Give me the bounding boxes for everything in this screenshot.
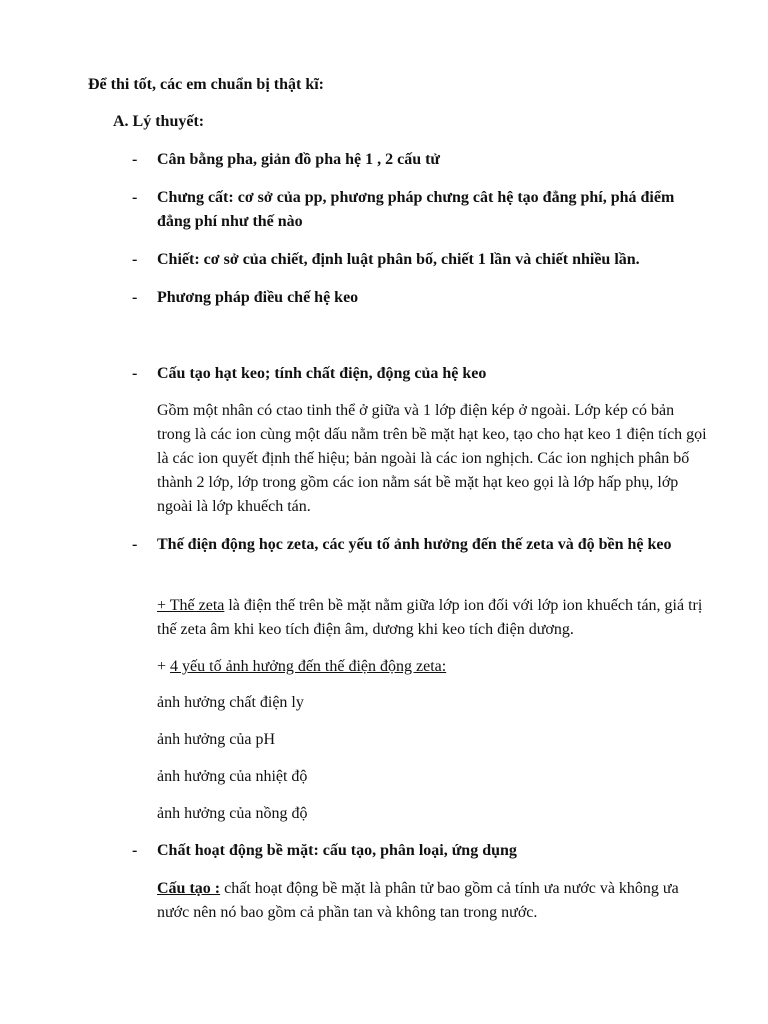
bullet-dash: -: [132, 151, 138, 168]
zeta-definition-text: là điện thế trên bề mặt nằm giữa lớp ion đối với lớp ion khuếch tán, giá trị thế zeta âm khi keo tích điện âm, dương khi keo tích điện dương.: [157, 597, 703, 638]
bullet-extraction: [132, 248, 712, 272]
bullet-text: Chiết: cơ sở của chiết, định luật phân bố, chiết 1 lần và chiết nhiều lần.: [157, 251, 640, 268]
bullet-dash: -: [132, 289, 138, 306]
zeta-factor-item: ảnh hưởng của nhiệt độ: [157, 768, 308, 785]
bullet-dash: -: [132, 189, 138, 206]
bullet-dash: -: [132, 536, 138, 553]
zeta-definition-label: + Thế zeta: [157, 597, 225, 614]
zeta-factors-label: 4 yếu tố ảnh hưởng đến thế điện động zeta:: [170, 658, 447, 675]
zeta-definition-paragraph: [157, 594, 707, 642]
zeta-factor-item: ảnh hưởng của pH: [157, 731, 275, 748]
bullet-text: Chưng cất: cơ sở của pp, phương pháp chưng cât hệ tạo đẳng phí, phá điểm đẳng phí như thế nào: [157, 189, 675, 230]
bullet-text: Cân bằng pha, giản đồ pha hệ 1 , 2 cấu tử: [157, 151, 441, 168]
bullet-colloid-structure: [132, 362, 712, 386]
bullet-dash: -: [132, 842, 138, 859]
section-a-heading: A. Lý thuyết:: [113, 113, 205, 130]
bullet-text: Thế điện động học zeta, các yếu tố ảnh hưởng đến thế zeta và độ bền hệ keo: [157, 536, 672, 553]
bullet-zeta-potential: [132, 533, 712, 557]
bullet-text: Phương pháp điều chế hệ keo: [157, 289, 359, 306]
surfactant-structure-label: Cấu tạo :: [157, 880, 221, 897]
surfactant-structure-paragraph: [157, 877, 707, 925]
bullet-surfactant: [132, 839, 712, 863]
zeta-factors-plus: +: [157, 658, 171, 675]
zeta-factor-item: ảnh hưởng của nồng độ: [157, 805, 308, 822]
bullet-phase-equilibrium: [132, 148, 712, 172]
colloid-structure-paragraph: Gồm một nhân có ctao tinh thể ở giữa và 1 lớp điện kép ở ngoài. Lớp kép có bản trong là các ion cùng một dấu nằm trên bề mặt hạt keo, tạo cho hạt keo 1 điện tích gọi là các ion quyết định thế hiệu; bản ngoài là các ion nghịch. Các ion nghịch phân bố thành 2 lớp, lớp trong gồm các ion nằm sát bề mặt hạt keo gọi là lớp hấp phụ, lớp ngoài là lớp khuếch tán.: [157, 402, 707, 515]
bullet-dash: -: [132, 251, 138, 268]
bullet-text: Cấu tạo hạt keo; tính chất điện, động của hệ keo: [157, 365, 487, 382]
surfactant-structure-text: chất hoạt động bề mặt là phân tử bao gồm cả tính ưa nước và không ưa nước nên nó bao gồm cả phần tan và không tan trong nước.: [157, 880, 679, 921]
bullet-distillation: [132, 186, 712, 234]
zeta-factors-heading: [157, 655, 707, 679]
bullet-dash: -: [132, 365, 138, 382]
intro-line: Để thi tốt, các em chuẩn bị thật kĩ:: [88, 76, 324, 93]
bullet-text: Chất hoạt động bề mặt: cấu tạo, phân loại, ứng dụng: [157, 842, 517, 859]
bullet-colloid-preparation: [132, 286, 712, 310]
zeta-factor-item: ảnh hưởng chất điện ly: [157, 694, 304, 711]
